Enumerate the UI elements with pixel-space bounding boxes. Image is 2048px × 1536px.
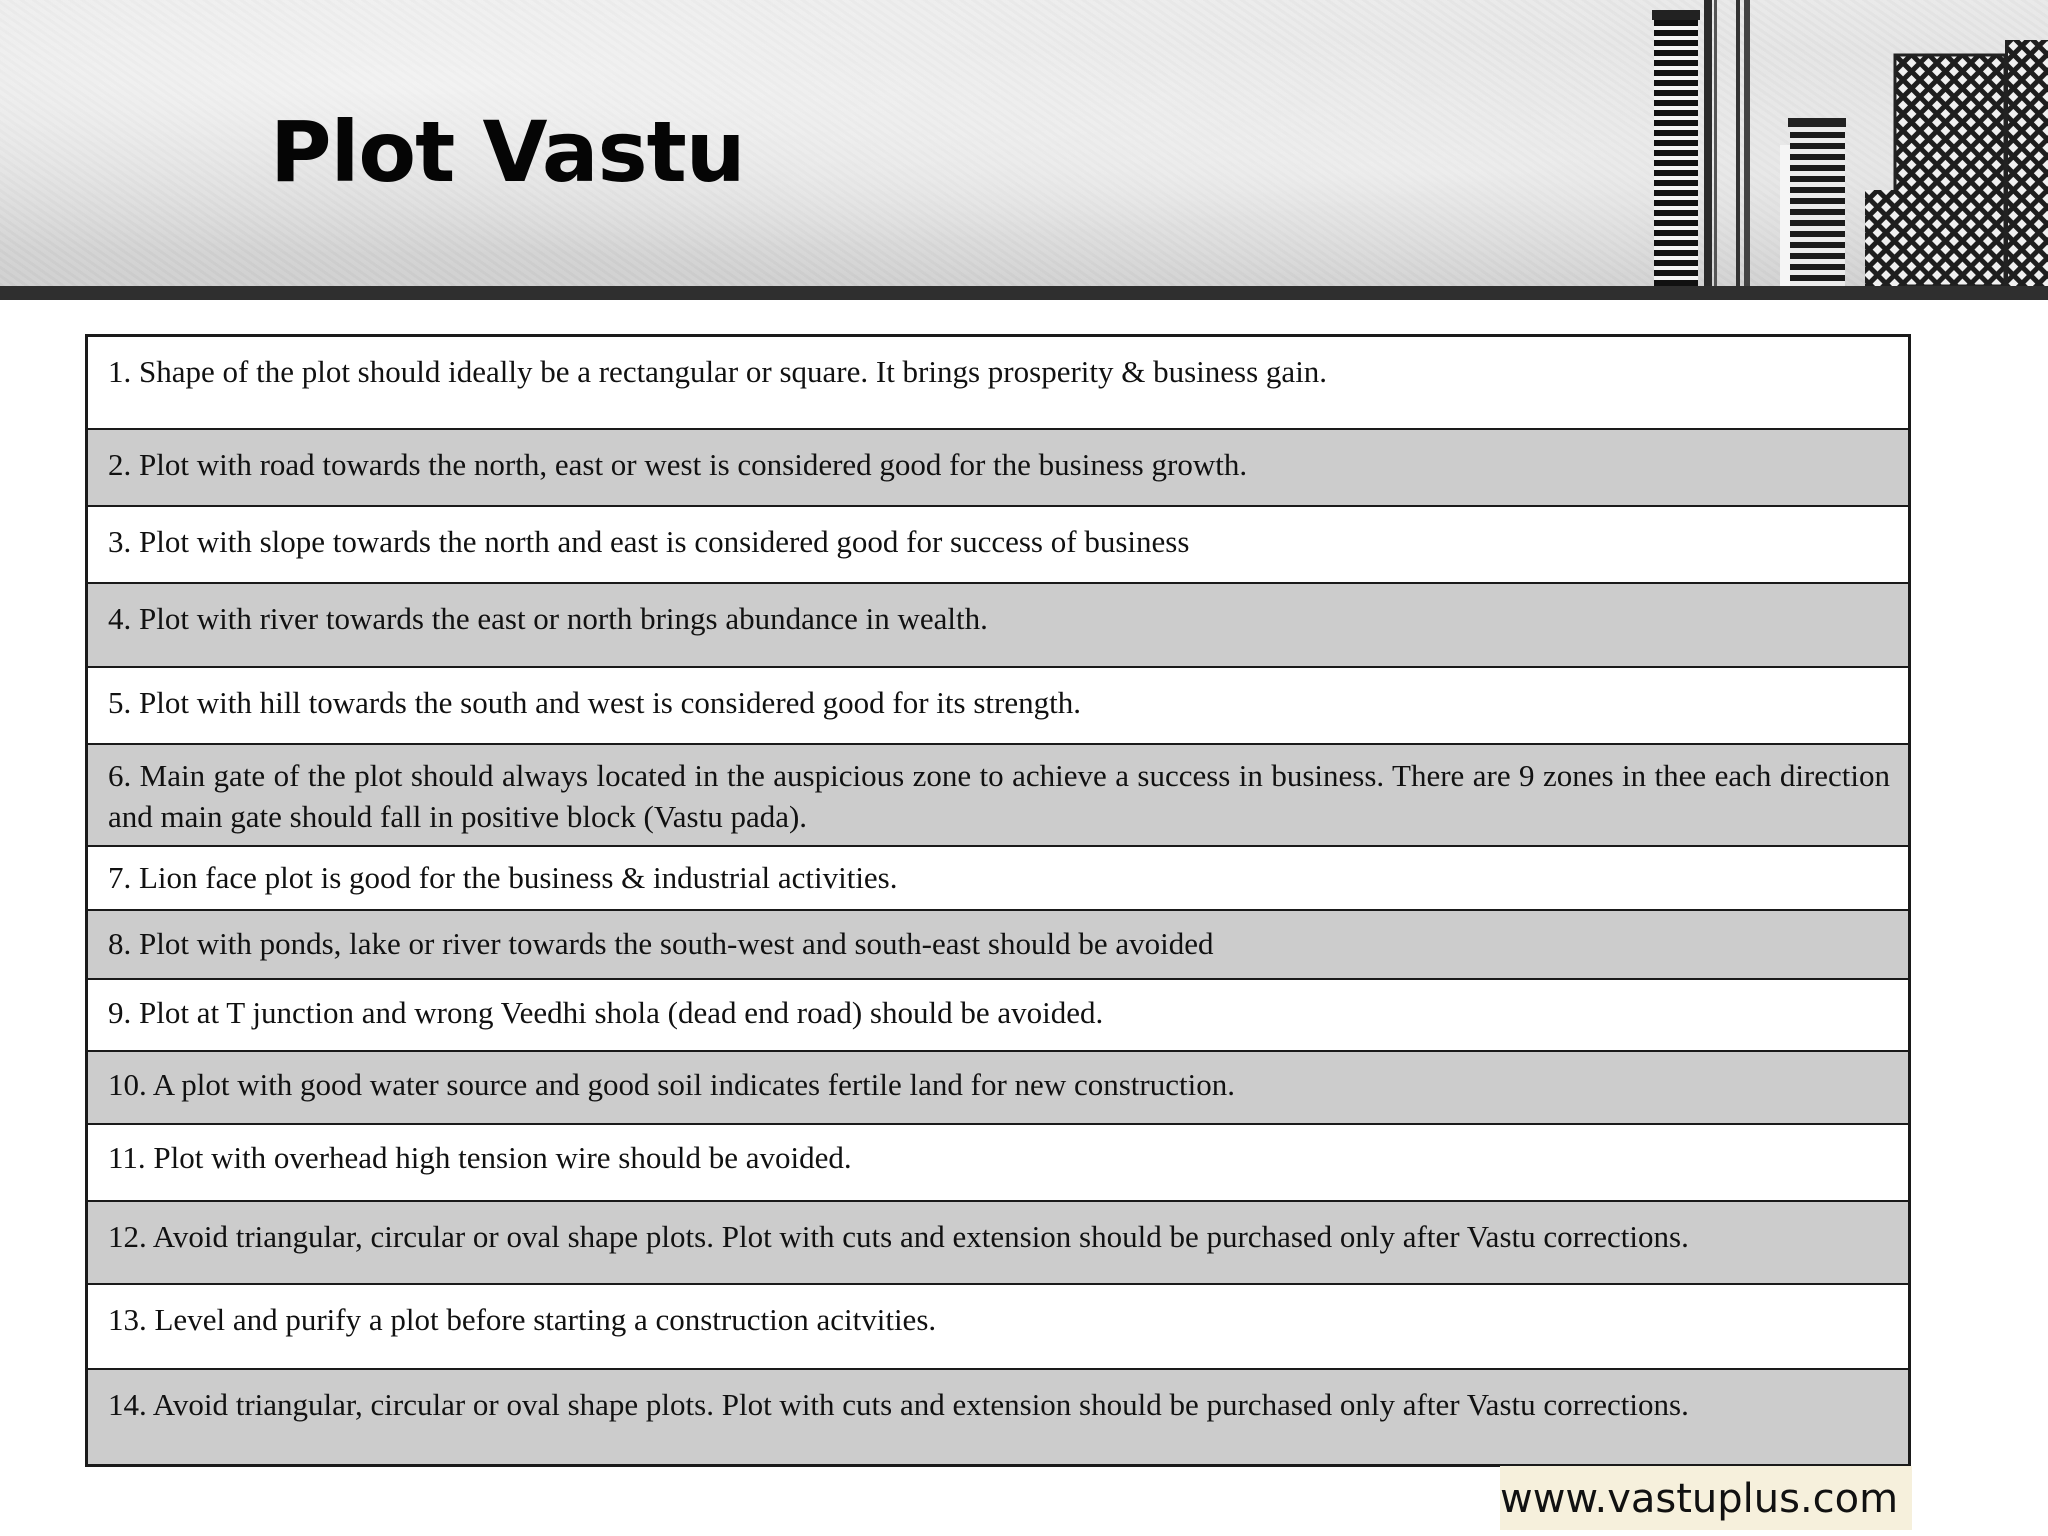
table-row: 9. Plot at T junction and wrong Veedhi shola (dead end road) should be avoided.: [88, 980, 1908, 1052]
table-row: 5. Plot with hill towards the south and west is considered good for its strength.: [88, 668, 1908, 745]
table-row: 8. Plot with ponds, lake or river towards the south-west and south-east should be avoided: [88, 911, 1908, 980]
table-row: 14. Avoid triangular, circular or oval shape plots. Plot with cuts and extension should be purchased only after Vastu corrections.: [88, 1370, 1908, 1464]
buildings-illustration: [1640, 0, 2048, 286]
table-row: 6. Main gate of the plot should always located in the auspicious zone to achieve a success in business. There are 9 zones in thee each direction and main gate should fall in positive block (Vastu pada).: [88, 745, 1908, 847]
website-footer: www.vastuplus.com: [1500, 1466, 1912, 1530]
table-row: 3. Plot with slope towards the north and east is considered good for success of business: [88, 507, 1908, 584]
table-row: 13. Level and purify a plot before starting a construction acitvities.: [88, 1285, 1908, 1370]
table-row: 7. Lion face plot is good for the business & industrial activities.: [88, 847, 1908, 911]
page-title: Plot Vastu: [270, 103, 745, 201]
table-row: 12. Avoid triangular, circular or oval shape plots. Plot with cuts and extension should be purchased only after Vastu corrections.: [88, 1202, 1908, 1285]
table-row: 11. Plot with overhead high tension wire should be avoided.: [88, 1125, 1908, 1202]
table-row: 1. Shape of the plot should ideally be a rectangular or square. It brings prosperity & business gain.: [88, 337, 1908, 430]
table-row: 4. Plot with river towards the east or north brings abundance in wealth.: [88, 584, 1908, 668]
header-divider: [0, 286, 2048, 300]
table-row: 10. A plot with good water source and good soil indicates fertile land for new construction.: [88, 1052, 1908, 1125]
vastu-rules-table: [85, 334, 1911, 1467]
table-row: 2. Plot with road towards the north, east or west is considered good for the business growth.: [88, 430, 1908, 507]
header-banner: [0, 0, 2048, 286]
